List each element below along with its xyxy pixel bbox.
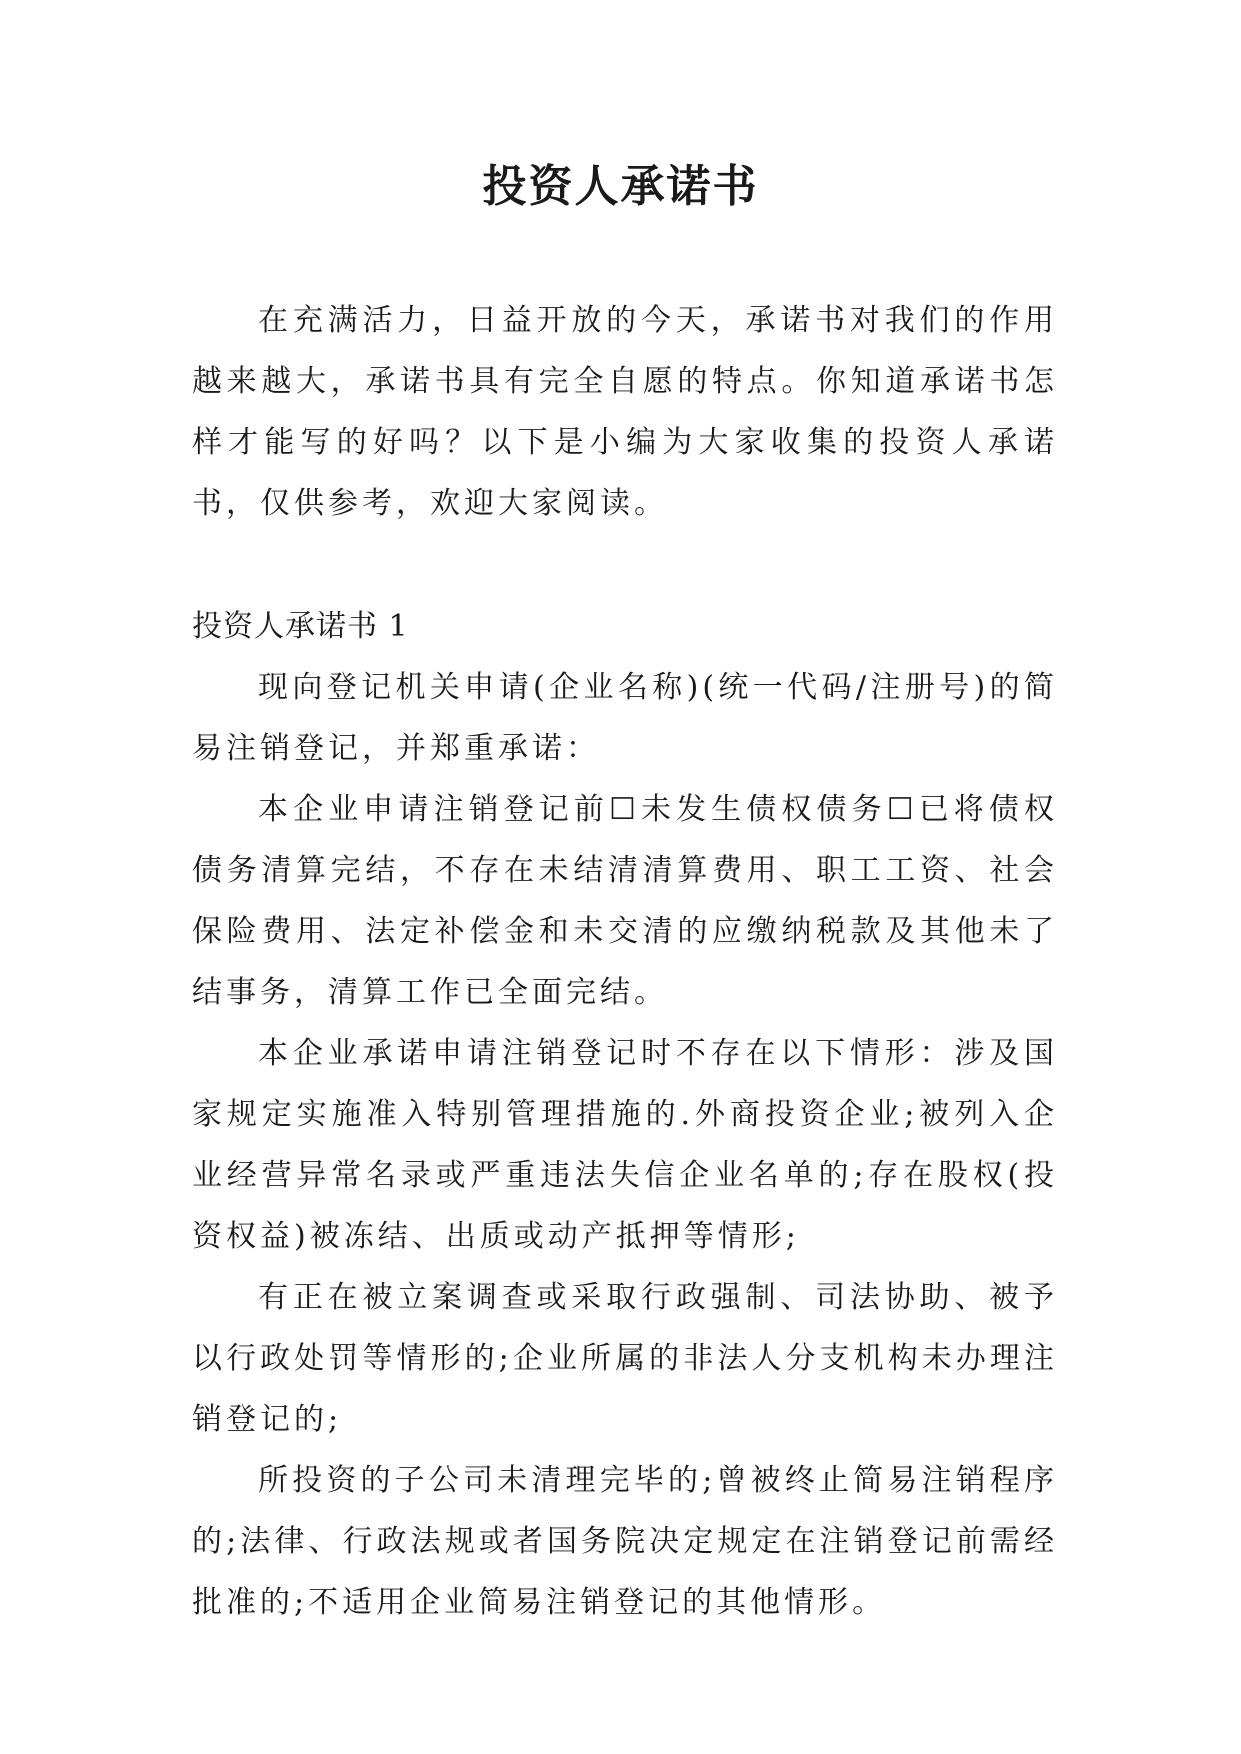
paragraph-debt-settlement: 本企业申请注销登记前☐未发生债权债务☐已将债权债务清算完结，不存在未结清清算费用、职工工资、社会保险费用、法定补偿金和未交清的应缴纳税款及其他未了结事务，清算工作已全面完结。: [192, 792, 1058, 1010]
paragraph-exclusions-1: 本企业承诺申请注销登记时不存在以下情形：涉及国家规定实施准入特别管理措施的.外商投资企业;被列入企业经营异常名录或严重违法失信企业名单的;存在股权(投资权益)被冻结、出质或动产抵押等情形;: [192, 1036, 1058, 1254]
intro-paragraph: 在充满活力，日益开放的今天，承诺书对我们的作用越来越大，承诺书具有完全自愿的特点。你知道承诺书怎样才能写的好吗？以下是小编为大家收集的投资人承诺书，仅供参考，欢迎大家阅读。: [192, 303, 1058, 521]
paragraph-exclusions-3: 所投资的子公司未清理完毕的;曾被终止简易注销程序的;法律、行政法规或者国务院决定规定在注销登记前需经批准的;不适用企业简易注销登记的其他情形。: [192, 1463, 1058, 1620]
section-heading: 投资人承诺书 1: [192, 609, 409, 644]
paragraph-exclusions-2: 有正在被立案调查或采取行政强制、司法协助、被予以行政处罚等情形的;企业所属的非法人分支机构未办理注销登记的;: [192, 1280, 1058, 1437]
spacer: [192, 534, 1058, 596]
paragraph-application: 现向登记机关申请(企业名称)(统一代码/注册号)的简易注销登记，并郑重承诺：: [192, 670, 1058, 766]
document-title: 投资人承诺书: [482, 161, 759, 212]
document-body: [192, 290, 1058, 1633]
